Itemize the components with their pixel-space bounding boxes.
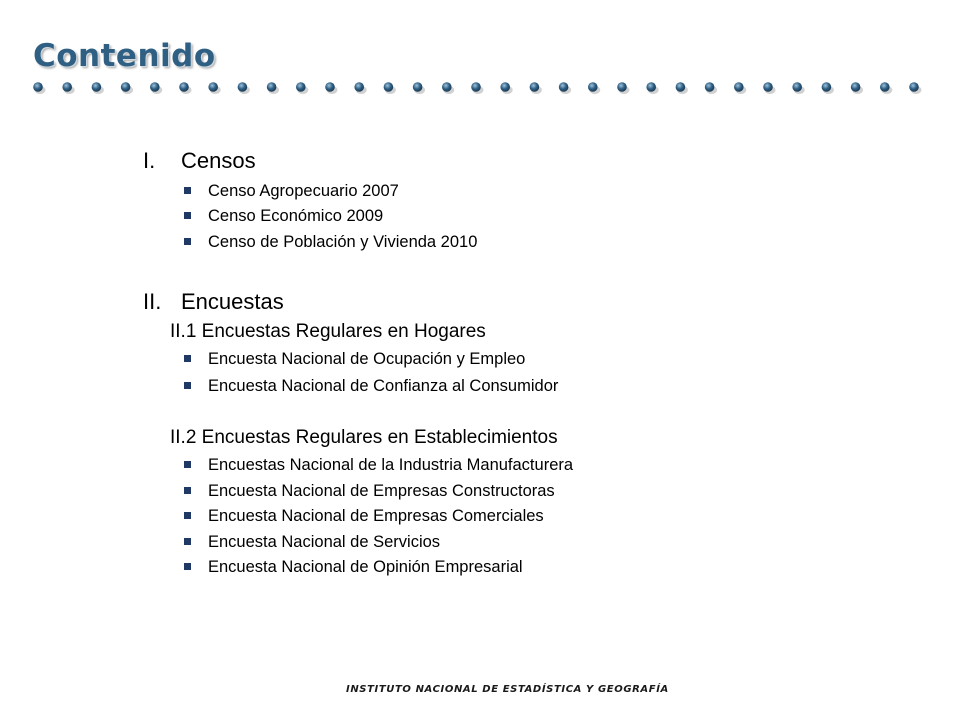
square-bullet-icon: [184, 238, 191, 245]
list-item: Encuesta Nacional de Servicios: [184, 533, 440, 552]
square-bullet-icon: [184, 538, 191, 545]
square-bullet-icon: [184, 563, 191, 570]
slide-title: Contenido: [33, 38, 216, 74]
list-item: Encuesta Nacional de Confianza al Consumidor: [184, 377, 558, 396]
square-bullet-icon: [184, 487, 191, 494]
square-bullet-icon: [184, 382, 191, 389]
list-item: Encuesta Nacional de Empresas Constructoras: [184, 482, 555, 501]
institution-footer: INSTITUTO NACIONAL DE ESTADÍSTICA Y GEOGRAFÍA: [346, 684, 669, 695]
subsection-hogares: II.1 Encuestas Regulares en Hogares: [170, 321, 486, 342]
section-label: Encuestas: [181, 289, 284, 314]
list-item: Encuestas Nacional de la Industria Manufacturera: [184, 456, 573, 475]
section-label: Censos: [181, 148, 256, 173]
section-numeral: I.: [143, 148, 156, 173]
list-item: Censo de Población y Vivienda 2010: [184, 233, 477, 252]
square-bullet-icon: [184, 355, 191, 362]
square-bullet-icon: [184, 212, 191, 219]
square-bullet-icon: [184, 512, 191, 519]
square-bullet-icon: [184, 187, 191, 194]
list-item: Censo Económico 2009: [184, 207, 383, 226]
list-item: Encuesta Nacional de Empresas Comerciales: [184, 507, 544, 526]
section-numeral: II.: [143, 289, 162, 314]
section-encuestas: [143, 289, 284, 315]
list-item: Encuesta Nacional de Ocupación y Empleo: [184, 350, 525, 369]
section-censos: [143, 148, 256, 174]
square-bullet-icon: [184, 461, 191, 468]
subsection-establecimientos: II.2 Encuestas Regulares en Establecimientos: [170, 427, 558, 448]
list-item: Encuesta Nacional de Opinión Empresarial: [184, 558, 523, 577]
list-item: Censo Agropecuario 2007: [184, 182, 399, 201]
